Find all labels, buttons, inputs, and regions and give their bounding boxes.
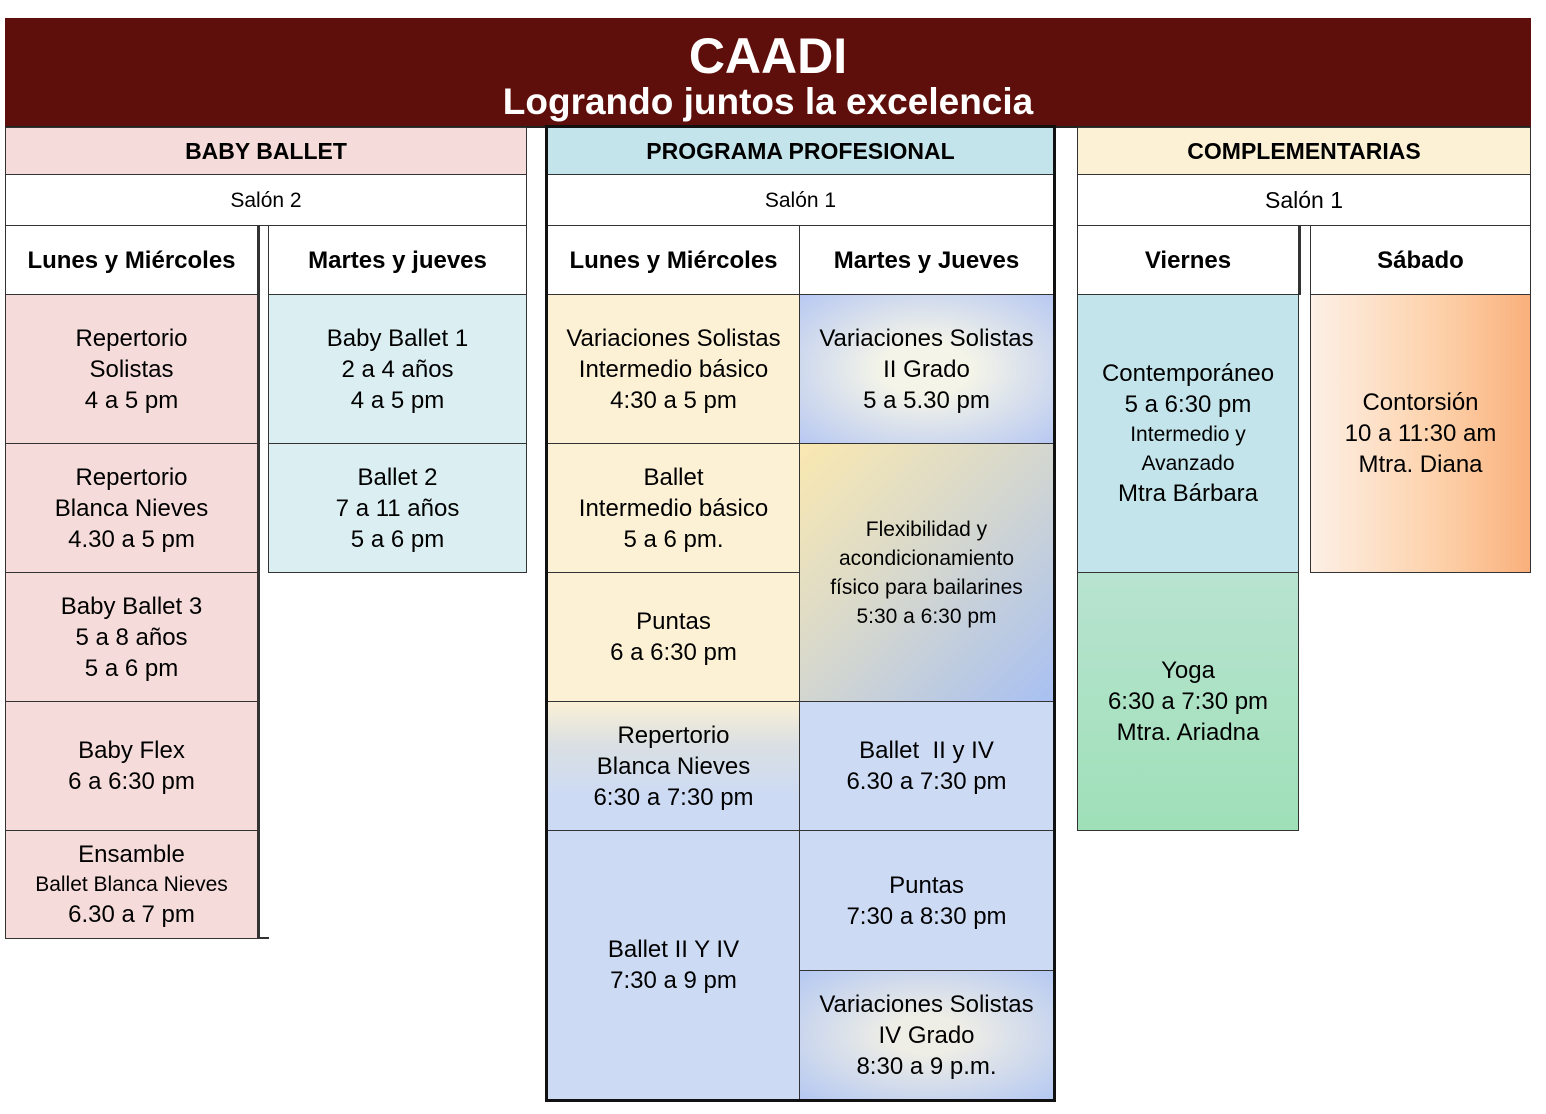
class-block — [1077, 572, 1299, 831]
class-block — [5, 830, 258, 939]
class-time: 4:30 a 5 pm — [610, 386, 737, 414]
class-time: 6 a 6:30 pm — [68, 768, 195, 795]
day-label: Lunes y Miércoles — [27, 246, 236, 274]
class-time: 7:30 a 8:30 pm — [846, 902, 1007, 930]
class-name: Baby Ballet 3 — [60, 592, 203, 620]
day-label: Martes y Jueves — [833, 246, 1020, 274]
class-time: 5 a 6:30 pm — [1124, 391, 1252, 418]
class-name: Ballet — [643, 463, 704, 491]
class-time: 5 a 6 pm — [350, 525, 445, 553]
class-detail: 7 a 11 años — [335, 494, 460, 522]
class-time: 5 a 6 pm. — [623, 525, 724, 553]
complementary-heading — [1077, 127, 1531, 175]
class-teacher: Mtra. Ariadna — [1116, 719, 1260, 746]
class-time: 4 a 5 pm — [350, 386, 445, 414]
class-time: 6:30 a 7:30 pm — [593, 783, 754, 811]
complementary-heading-text: COMPLEMENTARIAS — [1187, 137, 1421, 164]
class-time: 7:30 a 9 pm — [610, 967, 737, 994]
class-name: Baby Ballet 1 — [326, 324, 469, 352]
class-time: 5 a 5.30 pm — [863, 386, 990, 414]
class-detail: II Grado — [883, 355, 970, 383]
professional-room-text: Salón 1 — [764, 188, 837, 212]
class-time: 5 a 6 pm — [84, 654, 179, 682]
baby-ballet-heading — [5, 127, 527, 175]
class-block — [5, 443, 258, 573]
class-name: Repertorio — [75, 324, 188, 352]
class-name: Ensamble — [78, 841, 185, 868]
class-time: 6:30 a 7:30 pm — [1107, 688, 1269, 715]
complementary-day-saturday — [1310, 225, 1531, 295]
page-title: CAADI — [688, 28, 848, 84]
class-name: Puntas — [636, 608, 711, 635]
class-block — [547, 572, 800, 702]
professional-heading — [547, 127, 1054, 175]
class-name: Repertorio — [75, 463, 188, 491]
day-label: Martes y jueves — [308, 246, 487, 274]
class-detail: 2 a 4 años — [341, 355, 454, 383]
column-divider — [258, 225, 260, 939]
class-block — [799, 830, 1054, 971]
class-time: 6 a 6:30 pm — [610, 639, 737, 666]
professional-day-mon-wed — [547, 225, 800, 295]
complementary-room-text: Salón 1 — [1264, 186, 1343, 213]
class-name: Flexibilidad y — [865, 517, 988, 541]
class-detail: Intermedio básico — [578, 355, 769, 383]
class-name: Puntas — [889, 871, 964, 899]
class-time: 6.30 a 7:30 pm — [846, 768, 1007, 795]
class-block — [1077, 294, 1299, 573]
class-name: Contemporáneo — [1101, 360, 1275, 387]
schedule-banner — [5, 18, 1531, 128]
class-detail: Solistas — [89, 355, 174, 383]
class-block — [5, 701, 258, 831]
class-block — [547, 830, 800, 1100]
class-name: Variaciones Solistas — [819, 990, 1034, 1018]
baby-ballet-room — [5, 174, 527, 226]
class-name: Yoga — [1161, 657, 1215, 684]
class-name: Contorsión — [1362, 389, 1479, 416]
baby-ballet-day-mon-wed — [5, 225, 258, 295]
class-name: Repertorio — [617, 721, 730, 749]
class-detail: Intermedio básico — [578, 494, 769, 522]
column-divider-foot — [258, 937, 269, 939]
baby-ballet-day-tue-thu — [268, 225, 527, 295]
class-time: 4 a 5 pm — [84, 386, 179, 414]
class-detail: Blanca Nieves — [54, 494, 209, 522]
class-teacher: Mtra. Diana — [1358, 451, 1483, 478]
class-block — [268, 294, 527, 444]
class-name: Baby Flex — [78, 737, 185, 764]
professional-heading-text: PROGRAMA PROFESIONAL — [646, 137, 955, 164]
class-block — [547, 294, 800, 444]
class-block — [799, 443, 1054, 702]
class-block — [799, 701, 1054, 831]
complementary-day-friday — [1077, 225, 1299, 295]
class-block — [799, 294, 1054, 444]
column-divider — [1299, 225, 1301, 295]
professional-day-tue-thu — [799, 225, 1054, 295]
day-label: Lunes y Miércoles — [569, 246, 778, 274]
class-detail: Ballet Blanca Nieves — [35, 873, 228, 896]
class-block — [268, 443, 527, 573]
class-teacher: Mtra Bárbara — [1117, 480, 1259, 507]
baby-ballet-room-text: Salón 2 — [230, 188, 302, 212]
class-block — [547, 443, 800, 573]
professional-room — [547, 174, 1054, 226]
page-subtitle: Logrando juntos la excelencia — [502, 81, 1034, 122]
class-time: 10 a 11:30 am — [1344, 420, 1497, 447]
class-name: Variaciones Solistas — [566, 324, 781, 352]
baby-ballet-heading-text: BABY BALLET — [185, 137, 347, 164]
class-block — [5, 572, 258, 702]
class-time: 5:30 a 6:30 pm — [856, 604, 997, 628]
class-detail: Intermedio y — [1130, 423, 1246, 446]
class-detail: IV Grado — [878, 1021, 975, 1049]
class-name: Ballet II Y IV — [607, 936, 740, 963]
class-block — [5, 294, 258, 444]
class-time: 6.30 a 7 pm — [68, 901, 195, 928]
class-detail: físico para bailarines — [830, 575, 1023, 599]
day-label: Viernes — [1144, 246, 1232, 274]
class-time: 4.30 a 5 pm — [68, 525, 195, 553]
class-time: 8:30 a 9 p.m. — [856, 1052, 997, 1080]
class-block — [1310, 294, 1531, 573]
class-name: Ballet 2 — [357, 463, 438, 491]
class-block — [547, 701, 800, 831]
class-name: Ballet II y IV — [859, 737, 994, 764]
complementary-room — [1077, 174, 1531, 226]
class-detail: acondicionamiento — [838, 546, 1015, 570]
class-block — [799, 970, 1054, 1100]
day-label: Sábado — [1377, 246, 1464, 274]
class-detail: Avanzado — [1141, 452, 1235, 475]
class-detail: Blanca Nieves — [596, 752, 751, 780]
class-name: Variaciones Solistas — [819, 324, 1034, 352]
class-detail: 5 a 8 años — [75, 623, 188, 651]
